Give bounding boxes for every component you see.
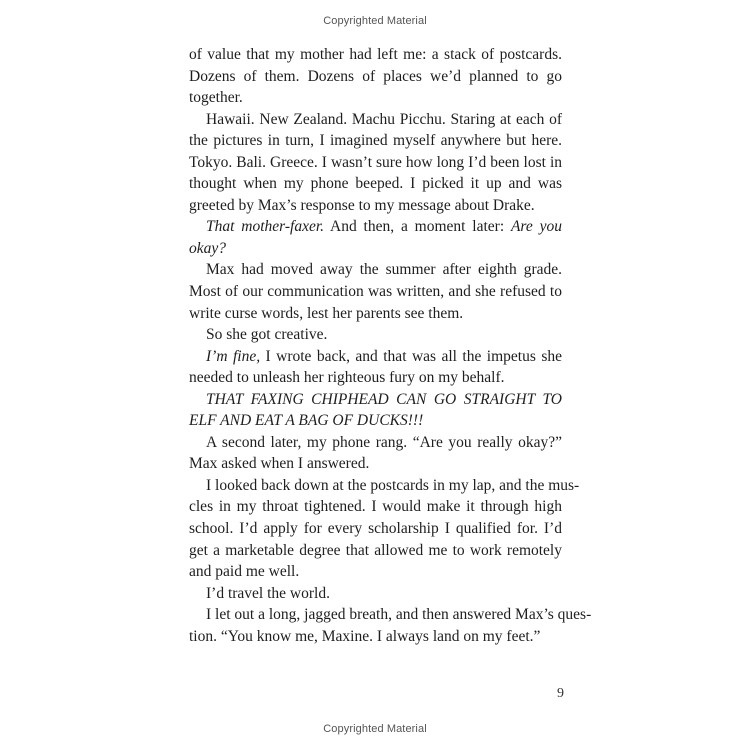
hyphenated-line: I let out a long, jagged breath, and then answered Max’s ques- [206,606,592,624]
paragraph-continuation: cles in my throat tightened. I would make it through high school. I’d apply for every scholarship I qualified for. I’d get a marketable degree that allowed me to work remotely and paid me well. [189,498,562,581]
page-number: 9 [557,686,564,701]
paragraph-7: THAT FAXING CHIPHEAD CAN GO STRAIGHT TO ELF AND EAT A BAG OF DUCKS!!! [189,390,562,430]
narration: I wrote back, and that was all the impetus she needed to unleash her righteous fury on my behalf. [189,347,562,387]
paragraph-4: Max had moved away the summer after eighth grade. Most of our communication was written, and she refused to write curse words, lest her parents see them. [189,261,562,322]
paragraph-6 [189,346,562,389]
paragraph-8: A second later, my phone rang. “Are you really okay?” Max asked when I answered. [189,433,562,473]
paragraph-9 [189,475,580,583]
paragraph-3 [189,216,562,259]
paragraph-2: Hawaii. New Zealand. Machu Picchu. Staring at each of the pictures in turn, I imagined myself anywhere but here. Tokyo. Bali. Greece. I wasn’t sure how long I’d been lost in thought when my phone beeped. I picked it up and was greeted by Max’s response to my message about Drake. [189,110,562,214]
narration: And then, a moment later: [324,218,511,236]
paragraph-5: So she got creative. [206,326,328,344]
text-message-quote: That mother-faxer. [206,218,325,236]
paragraph-10: I’d travel the world. [206,584,330,602]
page-body [189,44,592,647]
hyphenated-line: I looked back down at the postcards in my lap, and the mus- [206,476,580,494]
text-message-quote: I’m fine, [206,347,261,365]
copyright-header: Copyrighted Material [323,15,427,27]
paragraph-continuation: tion. “You know me, Maxine. I always land on my feet.” [189,627,541,645]
text-message-quote: Are you okay? [189,218,562,257]
copyright-footer: Copyrighted Material [323,723,427,735]
paragraph-11 [189,604,592,647]
paragraph-1: of value that my mother had left me: a stack of postcards. Dozens of them. Dozens of places we’d planned to go together. [189,46,562,107]
